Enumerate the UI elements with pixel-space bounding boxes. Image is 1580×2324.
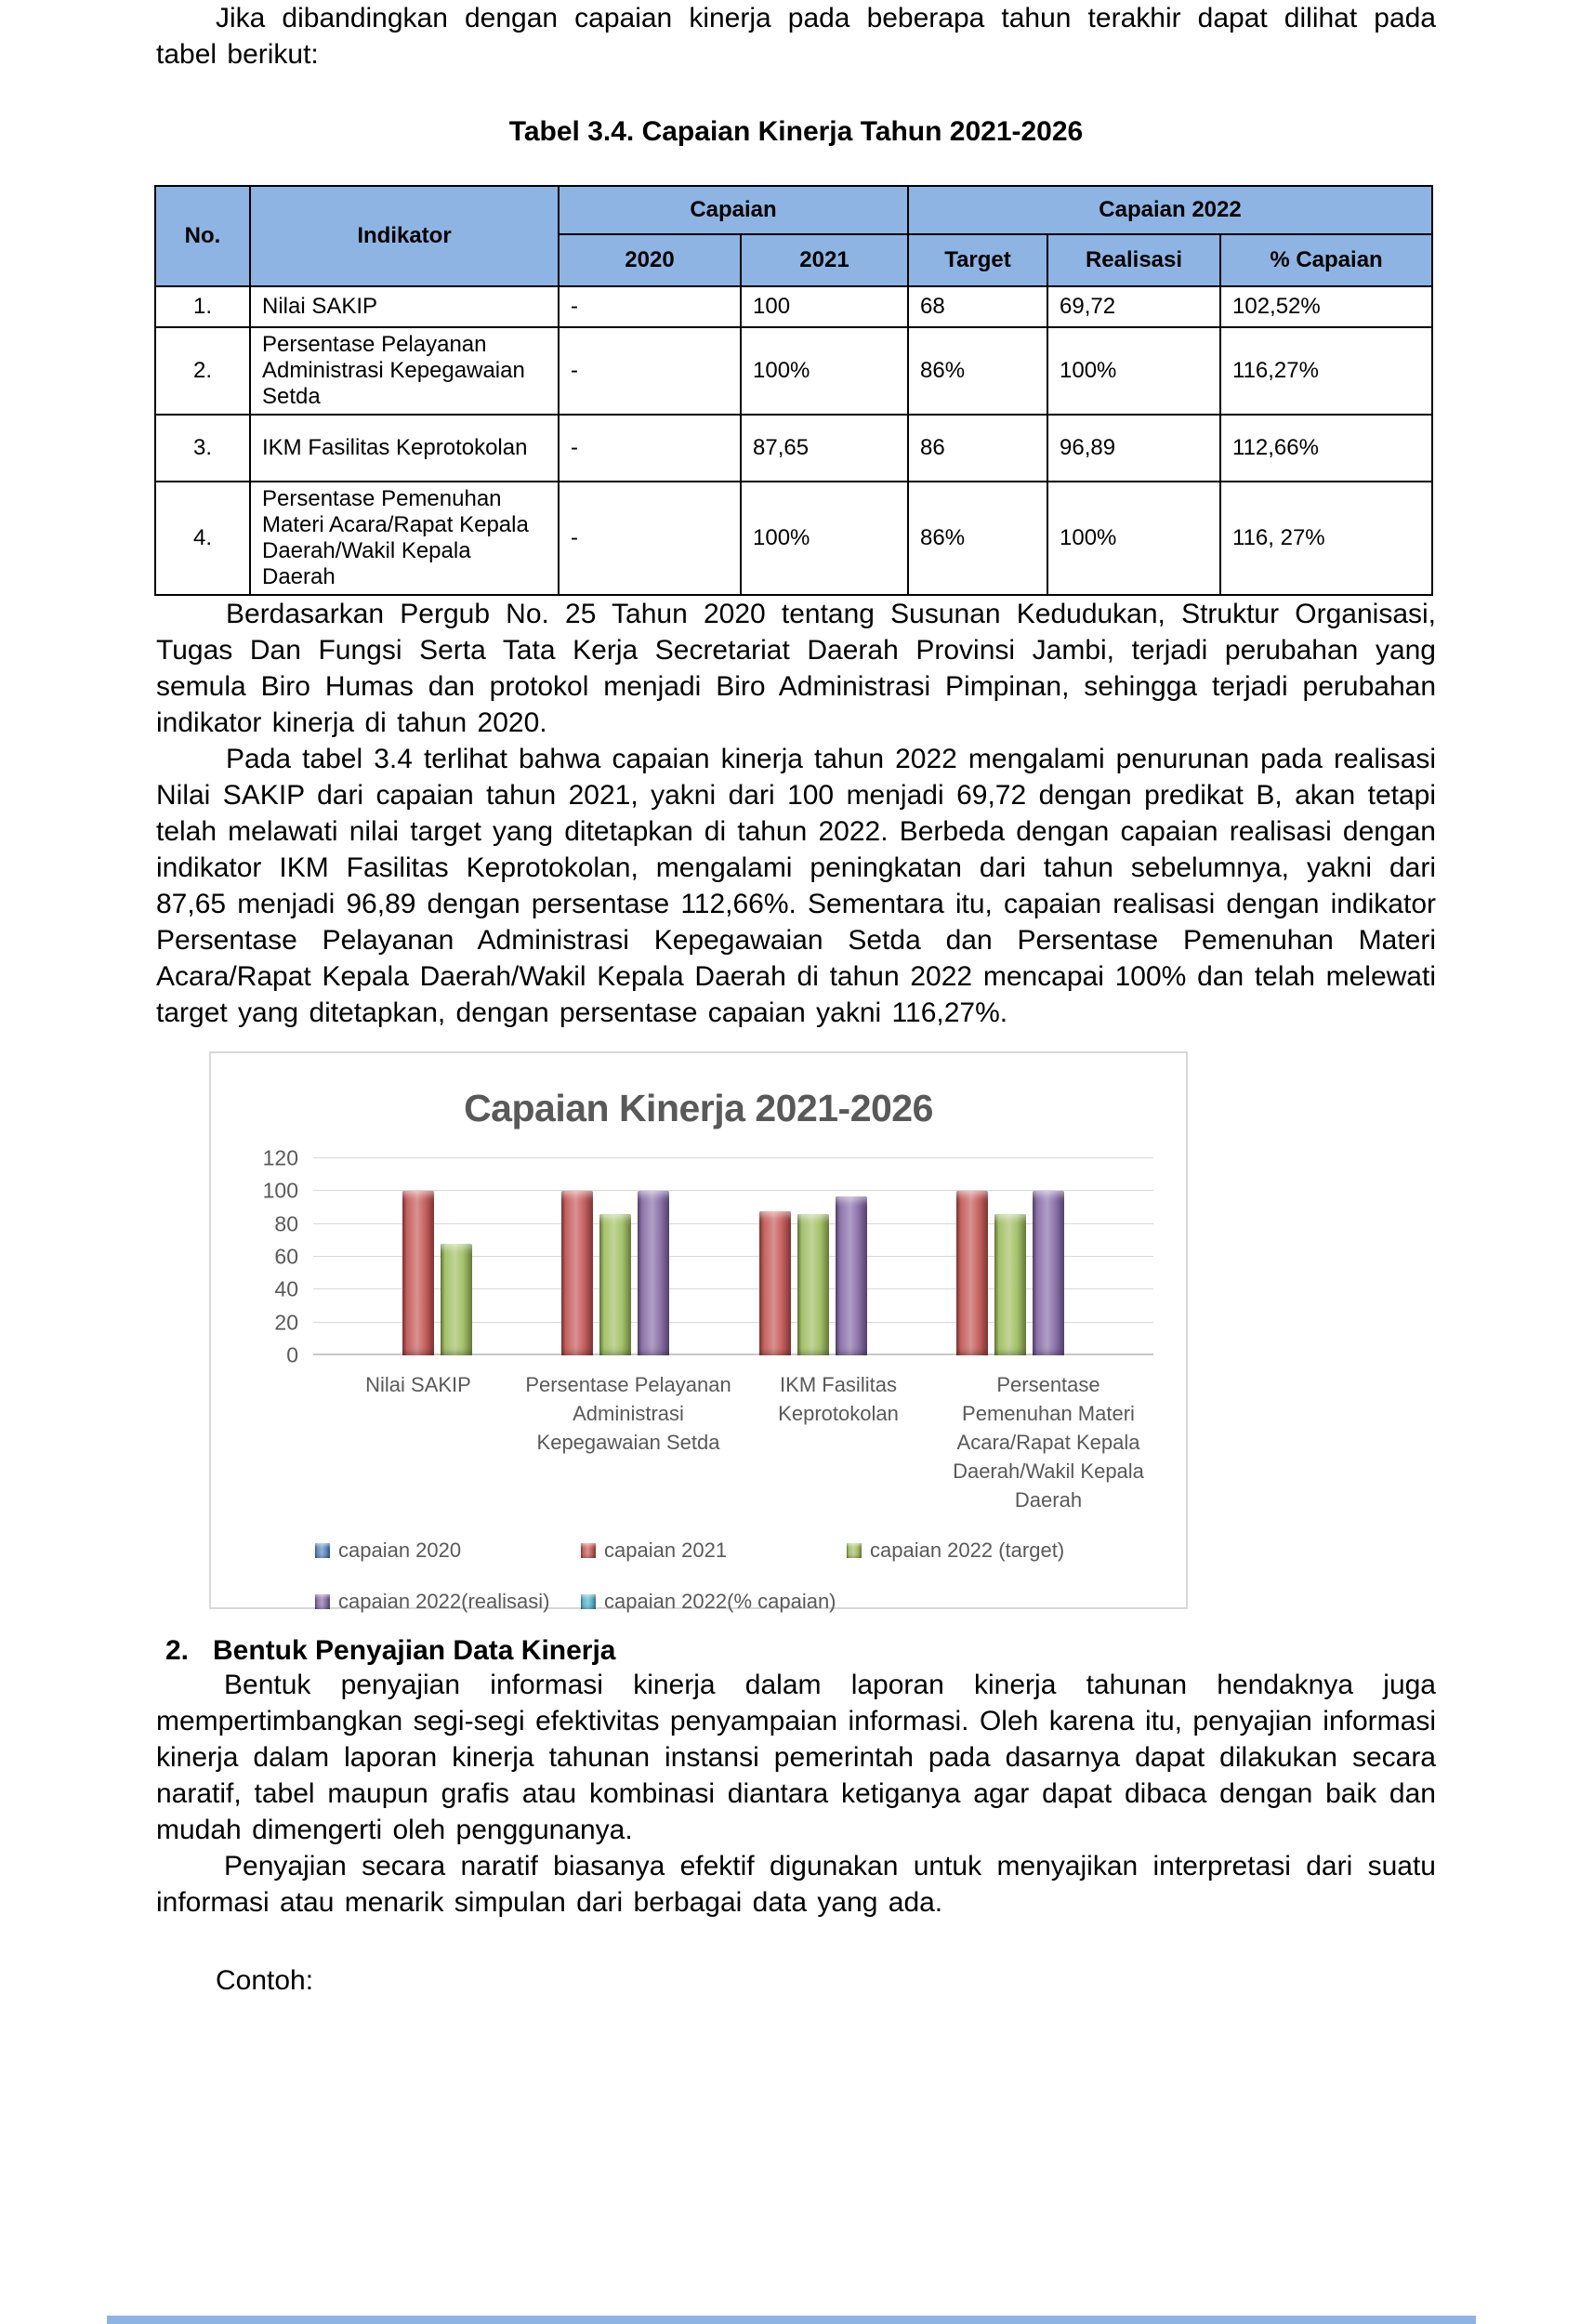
- chart-bar: [402, 1191, 434, 1355]
- chart-legend: [315, 1538, 1186, 1614]
- intro-paragraph: Jika dibandingkan dengan capaian kinerja pada beberapa tahun terakhir dapat dilihat pada tabel berikut:: [156, 3, 1436, 70]
- chart-bar: [1033, 1191, 1064, 1355]
- table-cell: 96,89: [1047, 415, 1220, 482]
- table-cell: -: [559, 482, 741, 595]
- table-cell: 69,72: [1047, 286, 1220, 327]
- table-cell: 100%: [1047, 327, 1220, 415]
- category-label: Persentase Pelayanan Administrasi Kepegawaian Setda: [525, 1373, 731, 1454]
- paragraph-penyajian-naratif: Penyajian secara naratif biasanya efektif digunakan untuk menyajikan interpretasi dari suatu informasi atau menarik simpulan dari berbagai data yang ada.: [156, 1851, 1436, 1918]
- table-cell: 116, 27%: [1220, 482, 1432, 595]
- legend-label: capaian 2022(% capaian): [604, 1590, 836, 1613]
- col-header-pct-capaian: % Capaian: [1220, 234, 1432, 286]
- table-cell: Nilai SAKIP: [250, 286, 559, 327]
- category-label: IKM Fasilitas Keprotokolan: [778, 1373, 899, 1425]
- y-tick-label: 100: [262, 1178, 298, 1203]
- contoh-label: Contoh:: [216, 1965, 314, 1996]
- chart-bar: [638, 1191, 669, 1355]
- chart-bar: [797, 1214, 829, 1355]
- y-tick-label: 80: [274, 1211, 298, 1236]
- table-cell: Persentase Pelayanan Administrasi Kepegawaian Setda: [250, 327, 559, 415]
- chart-bar: [441, 1244, 472, 1355]
- table-cell: 2.: [155, 327, 250, 415]
- y-axis: [211, 1145, 313, 1367]
- y-tick-label: 0: [286, 1342, 298, 1367]
- legend-label: capaian 2021: [604, 1538, 728, 1562]
- legend-row: [315, 1538, 1186, 1563]
- paragraph-analisis: Pada tabel 3.4 terlihat bahwa capaian kinerja tahun 2022 mengalami penurunan pada realisasi Nilai SAKIP dari capaian tahun 2021, yakni dari 100 menjadi 69,72 dengan predikat B, akan tetapi telah melawati nilai target yang ditetapkan di tahun 2022. Berbeda dengan capaian realisasi dengan indikator IKM Fasilitas Keprotokolan, mengalami peningkatan dari tahun sebelumnya, yakni dari 87,65 menjadi 96,89 dengan persentase 112,66%. Sementara itu, capaian realisasi dengan indikator Persentase Pelayanan Administrasi Kepegawaian Setda dan Persentase Pemenuhan Materi Acara/Rapat Kepala Daerah/Wakil Kepala Daerah di tahun 2022 mencapai 100% dan telah melewati target yang ditetapkan, dengan persentase capaian yakni 116,27%.: [156, 744, 1436, 1028]
- table-cell: -: [559, 286, 741, 327]
- table-cell: 102,52%: [1220, 286, 1432, 327]
- col-header-target: Target: [908, 234, 1047, 286]
- legend-item: [847, 1538, 1113, 1563]
- legend-label: capaian 2020: [338, 1538, 462, 1562]
- y-tick-label: 20: [274, 1310, 298, 1335]
- col-header-indikator: Indikator: [250, 186, 559, 286]
- table-row: [155, 482, 1432, 595]
- kinerja-table: [154, 185, 1433, 596]
- table-cell: Persentase Pemenuhan Materi Acara/Rapat Kepala Daerah/Wakil Kepala Daerah: [250, 482, 559, 595]
- chart-title: Capaian Kinerja 2021-2026: [464, 1087, 933, 1129]
- chart-bar: [956, 1191, 988, 1355]
- table-body: [155, 286, 1432, 595]
- col-header-realisasi: Realisasi: [1047, 234, 1220, 286]
- legend-item: [581, 1590, 847, 1614]
- table-cell: 100%: [741, 327, 908, 415]
- next-page-table-header-sliver: [107, 2316, 1476, 2324]
- legend-swatch: [581, 1543, 596, 1558]
- table-row: [155, 327, 1432, 415]
- chart-plot-area: [211, 1145, 1186, 1367]
- bar-group: [956, 1158, 1064, 1355]
- table-cell: -: [559, 415, 741, 482]
- bar-group: [402, 1158, 472, 1355]
- table-cell: 68: [908, 286, 1047, 327]
- chart-bar: [759, 1211, 791, 1355]
- col-group-capaian: Capaian: [559, 186, 908, 234]
- category-label: Nilai SAKIP: [365, 1373, 471, 1396]
- col-header-2020: 2020: [559, 234, 741, 286]
- chart-bar: [561, 1191, 593, 1355]
- legend-swatch: [315, 1594, 330, 1609]
- x-axis-category-labels: [313, 1370, 1153, 1514]
- table-cell: 87,65: [741, 415, 908, 482]
- section-2-heading: [165, 1635, 1436, 1667]
- table-cell: 100: [741, 286, 908, 327]
- table-row: [155, 286, 1432, 327]
- legend-swatch: [315, 1543, 330, 1558]
- chart-bar: [994, 1214, 1026, 1355]
- bar-group: [561, 1158, 669, 1355]
- y-tick-label: 40: [274, 1276, 298, 1301]
- document-page: [156, 0, 1436, 1997]
- table-cell: 3.: [155, 415, 250, 482]
- paragraph-pergub: Berdasarkan Pergub No. 25 Tahun 2020 tentang Susunan Kedudukan, Struktur Organisasi, Tugas Dan Fungsi Serta Tata Kerja Secretariat Daerah Provinsi Jambi, terjadi perubahan yang semula Biro Humas dan protokol menjadi Biro Administrasi Pimpinan, sehingga terjadi perubahan indikator kinerja di tahun 2020.: [156, 599, 1436, 738]
- section-2-number: 2.: [165, 1635, 190, 1666]
- paragraph-bentuk-penyajian: Bentuk penyajian informasi kinerja dalam laporan kinerja tahunan hendaknya juga mempertimbangkan segi-segi efektivitas penyampaian informasi. Oleh karena itu, penyajian informasi kinerja dalam laporan kinerja tahunan instansi pemerintah pada dasarnya dapat dilakukan secara naratif, tabel maupun grafis atau kombinasi diantara ketiganya agar dapat dibaca dengan baik dan mudah dimengerti oleh penggunanya.: [156, 1670, 1436, 1845]
- table-row: [155, 415, 1432, 482]
- table-cell: 86%: [908, 327, 1047, 415]
- table-cell: IKM Fasilitas Keprotokolan: [250, 415, 559, 482]
- section-2-title: Bentuk Penyajian Data Kinerja: [213, 1635, 616, 1666]
- plot: [313, 1158, 1153, 1355]
- legend-label: capaian 2022(realisasi): [338, 1590, 550, 1613]
- col-group-capaian-2022: Capaian 2022: [908, 186, 1432, 234]
- bar-groups: [313, 1158, 1153, 1355]
- table-header: [155, 186, 1432, 286]
- legend-swatch: [581, 1594, 596, 1609]
- legend-item: [581, 1538, 847, 1563]
- legend-label: capaian 2022 (target): [870, 1538, 1065, 1562]
- bar-chart: [209, 1051, 1188, 1613]
- table-title: Tabel 3.4. Capaian Kinerja Tahun 2021-2026: [508, 116, 1084, 147]
- chart-bar: [836, 1196, 867, 1355]
- col-header-no: No.: [155, 186, 250, 286]
- y-tick-label: 120: [262, 1145, 298, 1170]
- y-tick-label: 60: [274, 1244, 298, 1269]
- table-cell: 1.: [155, 286, 250, 327]
- bar-group: [759, 1158, 867, 1355]
- legend-item: [315, 1538, 581, 1563]
- legend-swatch: [847, 1543, 862, 1558]
- table-cell: 86: [908, 415, 1047, 482]
- table-cell: 86%: [908, 482, 1047, 595]
- table-cell: -: [559, 327, 741, 415]
- category-label: Persentase Pemenuhan Materi Acara/Rapat Kepala Daerah/Wakil Kepala Daerah: [953, 1373, 1144, 1512]
- table-cell: 4.: [155, 482, 250, 595]
- table-cell: 116,27%: [1220, 327, 1432, 415]
- legend-item: [315, 1590, 581, 1614]
- legend-row: [315, 1590, 1186, 1614]
- table-cell: 100%: [1047, 482, 1220, 595]
- chart-bar: [599, 1214, 631, 1355]
- table-cell: 112,66%: [1220, 415, 1432, 482]
- col-header-2021: 2021: [741, 234, 908, 286]
- table-cell: 100%: [741, 482, 908, 595]
